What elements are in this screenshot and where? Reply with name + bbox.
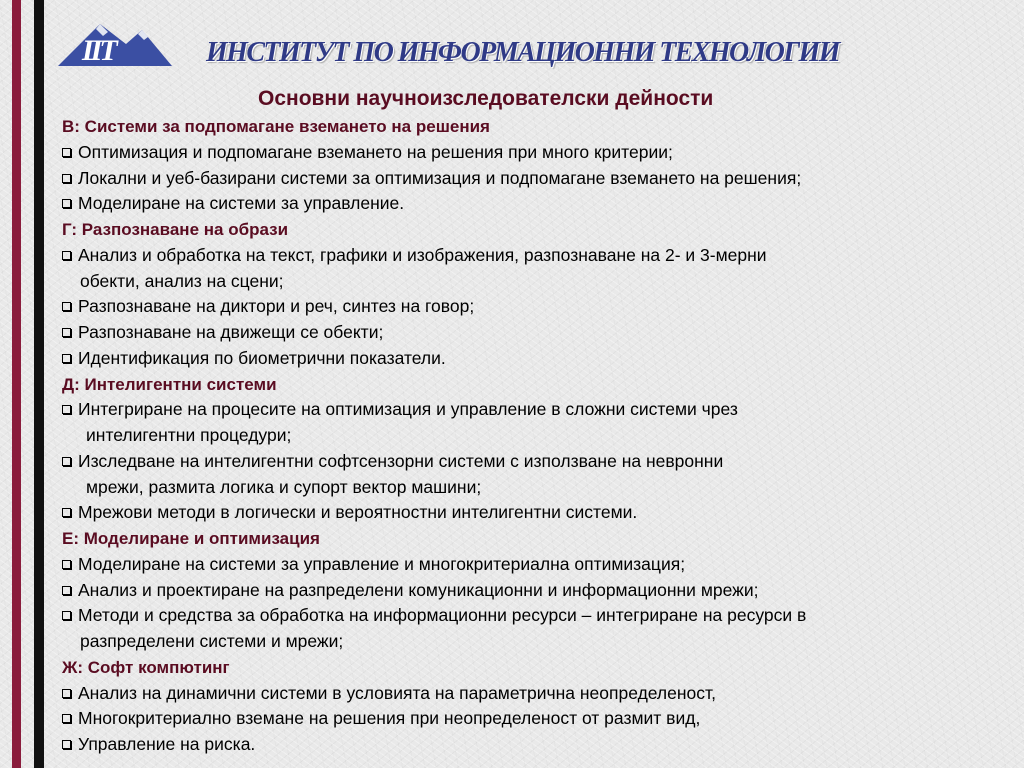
- list-item-text: Разпознаване на движещи се обекти;: [78, 322, 384, 342]
- list-item: [62, 140, 1012, 166]
- square-bullet-icon: [62, 174, 71, 183]
- square-bullet-icon: [62, 740, 71, 749]
- square-bullet-icon: [62, 560, 71, 569]
- list-item: [62, 681, 1012, 707]
- section-title: Ж: Софт компютинг: [62, 657, 230, 677]
- list-item-text: Методи и средства за обработка на информационни ресурси – интегриране на ресурси в: [78, 605, 807, 626]
- list-item-text: Моделиране на системи за управление.: [78, 193, 405, 214]
- list-item-text: Оптимизация и подпомагане вземането на решения при много критерии;: [78, 141, 673, 162]
- list-item-text: Интегриране на процесите на оптимизация и управление в сложни системи чрез: [78, 399, 738, 420]
- list-item-text: Управление на риска.: [78, 734, 256, 754]
- list-item: [62, 732, 1012, 758]
- iit-logo-graphic: [56, 14, 174, 70]
- list-item: [62, 294, 1012, 320]
- list-item: [62, 397, 1012, 449]
- list-item: [62, 706, 1012, 732]
- section-title: Д: Интелигентни системи: [62, 374, 277, 394]
- list-item: [62, 578, 1012, 604]
- square-bullet-icon: [62, 328, 71, 337]
- iit-logo: [56, 14, 174, 70]
- list-item: [62, 449, 1012, 501]
- square-bullet-icon: [62, 148, 71, 157]
- square-bullet-icon: [62, 508, 71, 517]
- list-item-text: Разпознаване на диктори и реч, синтез на говор;: [78, 296, 475, 317]
- left-decor-bar-red: [12, 0, 21, 768]
- square-bullet-icon: [62, 251, 71, 260]
- list-item: [62, 243, 1012, 295]
- list-item: [62, 191, 1012, 217]
- list-item: [62, 552, 1012, 578]
- list-item-text: Локални и уеб-базирани системи за оптимизация и подпомагане вземането на решения;: [78, 167, 802, 188]
- square-bullet-icon: [62, 457, 71, 466]
- list-item-continuation: обекти, анализ на сцени;: [80, 270, 284, 291]
- logo-text: IIT: [82, 34, 115, 67]
- list-item-continuation: интелигентни процедури;: [86, 425, 292, 445]
- square-bullet-icon: [62, 586, 71, 595]
- square-bullet-icon: [62, 714, 71, 723]
- list-item-text: Анализ и обработка на текст, графики и изображения, разпознаване на 2- и 3-мерни: [78, 244, 767, 265]
- section-title: В: Системи за подпомагане вземането на решения: [62, 117, 490, 136]
- list-item-text: Мрежови методи в логически и вероятностни интелигентни системи.: [78, 502, 638, 523]
- list-item-continuation: разпределени системи и мрежи;: [80, 631, 344, 651]
- section-title: Е: Моделиране и оптимизация: [62, 529, 320, 548]
- list-item: [62, 166, 1012, 192]
- section-title: Г: Разпознаване на образи: [62, 220, 289, 239]
- list-item: [62, 500, 1012, 526]
- page-heading: Основни научноизследователски дейности: [258, 87, 714, 110]
- list-item: [62, 346, 1012, 372]
- square-bullet-icon: [62, 302, 71, 311]
- list-item-text: Моделиране на системи за управление и многокритериална оптимизация;: [78, 553, 686, 574]
- list-item: [62, 320, 1012, 346]
- list-item: [62, 603, 1012, 655]
- square-bullet-icon: [62, 199, 71, 208]
- left-decor-bar-black: [34, 0, 44, 768]
- activities-list: [62, 114, 1012, 758]
- list-item-text: Анализ и проектиране на разпределени комуникационни и информационни мрежи;: [78, 579, 759, 600]
- square-bullet-icon: [62, 689, 71, 698]
- list-item-text: Идентификация по биометрични показатели.: [78, 347, 446, 368]
- list-item-text: Изследване на интелигентни софтсензорни системи с използване на невронни: [78, 450, 724, 471]
- list-item-continuation: мрежи, размита логика и супорт вектор машини;: [86, 476, 482, 497]
- square-bullet-icon: [62, 354, 71, 363]
- list-item-text: Анализ на динамични системи в условията на параметрична неопределеност,: [78, 682, 716, 703]
- square-bullet-icon: [62, 405, 71, 414]
- square-bullet-icon: [62, 611, 71, 620]
- institute-name: ИНСТИТУТ ПО ИНФОРМАЦИОННИ ТЕХНОЛОГИИ: [206, 37, 839, 68]
- list-item-text: Многокритериално вземане на решения при неопределеност от размит вид,: [78, 708, 701, 729]
